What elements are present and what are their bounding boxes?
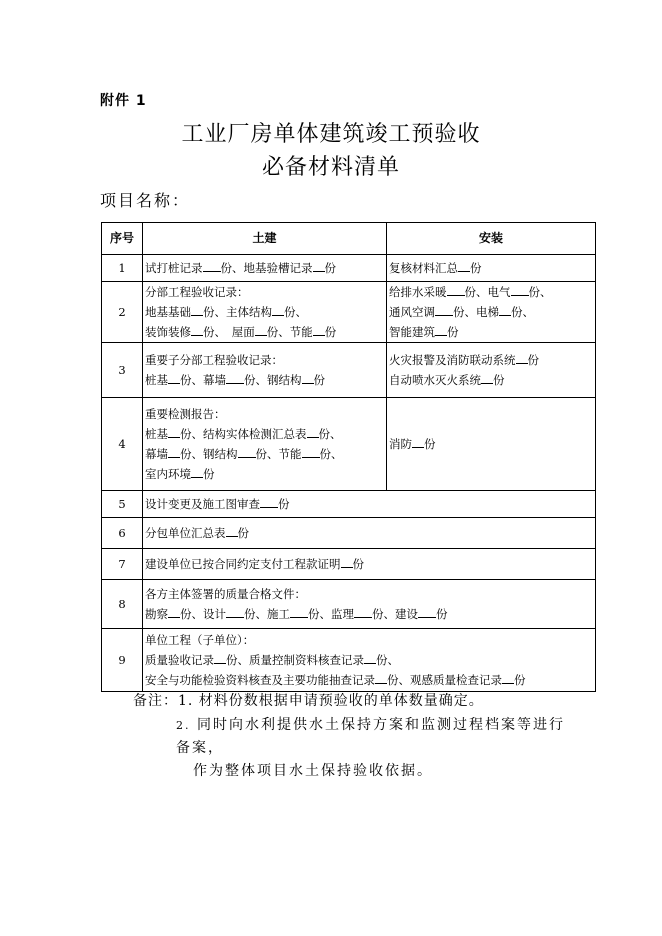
blank-line xyxy=(260,494,278,508)
row-number: 8 xyxy=(102,580,143,629)
table-row xyxy=(102,398,596,491)
cell-text: 份、钢结构 xyxy=(180,446,238,461)
row-number: 9 xyxy=(102,629,143,692)
blank-line xyxy=(412,434,424,448)
cell-text: 勘察 xyxy=(145,606,168,621)
cell-text: 份、 xyxy=(318,426,342,441)
blank-line xyxy=(191,464,203,478)
attachment-label: 附件 1 xyxy=(100,93,147,109)
cell-line xyxy=(389,282,593,302)
cell-line xyxy=(389,434,593,454)
cell-text: 给排水采暖 xyxy=(389,285,447,299)
civil-cell xyxy=(143,255,387,282)
cell-text: 重要子分部工程验收记录： xyxy=(145,352,283,367)
install-cell xyxy=(387,343,596,398)
document-title: 工业厂房单体建筑竣工预验收 xyxy=(181,122,481,147)
cell-line xyxy=(145,405,384,424)
cell-text: 分部工程验收记录： xyxy=(145,284,249,299)
table-row xyxy=(102,629,596,692)
blank-line xyxy=(168,424,180,438)
blank-line xyxy=(375,670,387,684)
blank-line xyxy=(447,282,465,296)
blank-line xyxy=(313,258,325,272)
cell-line xyxy=(145,258,384,278)
full-cell xyxy=(143,491,596,518)
install-cell xyxy=(387,282,596,343)
blank-line xyxy=(502,670,514,684)
cell-text: 份、观感质量检查记录 xyxy=(387,672,502,687)
document-subtitle: 必备材料清单 xyxy=(261,155,400,180)
table-row xyxy=(102,549,596,580)
cell-text: 份、设计 xyxy=(180,606,226,621)
civil-cell xyxy=(143,398,387,491)
cell-text: 幕墙 xyxy=(145,446,168,461)
cell-line xyxy=(145,444,384,464)
cell-line xyxy=(389,350,593,370)
project-name-label: 项目名称： xyxy=(100,191,191,210)
cell-text: 份 xyxy=(313,372,325,387)
blank-line xyxy=(168,444,180,458)
cell-text: 份、 xyxy=(376,652,399,667)
cell-line xyxy=(389,302,593,322)
row-number: 7 xyxy=(102,549,143,580)
cell-text: 质量验收记录 xyxy=(145,652,214,667)
blank-line xyxy=(516,350,528,364)
row-number: 6 xyxy=(102,518,143,549)
blank-line xyxy=(191,302,203,316)
note-1: 备注：1. 材料份数根据申请预验收的单体数量确定。 xyxy=(133,693,484,709)
table-row xyxy=(102,343,596,398)
blank-line xyxy=(226,604,244,618)
blank-line xyxy=(435,302,453,316)
cell-text: 重要检测报告： xyxy=(145,406,226,421)
cell-line xyxy=(145,302,384,322)
table-header-row xyxy=(102,223,596,255)
blank-line xyxy=(290,604,308,618)
note-2-number: 2. xyxy=(176,719,191,732)
cell-line xyxy=(389,370,593,390)
blank-line xyxy=(481,370,493,384)
cell-line xyxy=(145,585,593,604)
note-2-text: 同时向水利提供水土保持方案和监测过程档案等进行备案， xyxy=(176,717,565,756)
cell-text: 份 xyxy=(324,261,336,275)
cell-text: 消防 xyxy=(389,437,412,451)
blank-line xyxy=(168,370,180,384)
cell-text: 份 xyxy=(424,437,436,451)
cell-text: 建设单位已按合同约定支付工程款证明 xyxy=(145,557,341,571)
table-row xyxy=(102,580,596,629)
row-number: 1 xyxy=(102,255,143,282)
cell-text: 分包单位汇总表 xyxy=(145,526,226,540)
blank-line xyxy=(226,523,238,537)
cell-text: 单位工程（子单位）： xyxy=(145,632,255,647)
blank-line xyxy=(226,370,244,384)
blank-line xyxy=(255,322,267,336)
blank-line xyxy=(354,604,372,618)
cell-text: 份、地基验槽记录 xyxy=(220,261,313,275)
cell-line xyxy=(389,258,593,278)
cell-text: 份 xyxy=(237,526,249,540)
cell-text: 设计变更及施工图审查 xyxy=(145,497,260,511)
cell-text: 份 xyxy=(514,672,526,687)
blank-line xyxy=(418,604,436,618)
note-3: 作为整体项目水土保持验收依据。 xyxy=(193,763,433,779)
civil-cell xyxy=(143,343,387,398)
note-2 xyxy=(176,714,566,759)
cell-text: 份、结构实体检测汇总表 xyxy=(180,426,307,441)
blank-line xyxy=(511,282,529,296)
cell-text: 份、节能 xyxy=(255,446,302,461)
cell-line xyxy=(145,604,593,624)
cell-line xyxy=(389,322,593,342)
blank-line xyxy=(364,650,376,664)
cell-text: 份 xyxy=(470,261,482,275)
install-cell xyxy=(387,255,596,282)
cell-text: 试打桩记录 xyxy=(145,261,203,275)
cell-line xyxy=(145,351,384,370)
blank-line xyxy=(307,424,319,438)
cell-text: 份、 xyxy=(319,446,343,461)
cell-text: 份、建设 xyxy=(372,606,418,621)
cell-text: 份 xyxy=(447,325,459,339)
cell-text: 份 xyxy=(203,466,215,481)
cell-text: 自动喷水灭火系统 xyxy=(389,373,481,387)
full-cell xyxy=(143,549,596,580)
blank-line xyxy=(203,258,221,272)
cell-text: 份、电梯 xyxy=(453,305,499,319)
blank-line xyxy=(238,444,256,458)
blank-line xyxy=(272,302,284,316)
cell-line xyxy=(145,631,593,650)
cell-text: 份、监理 xyxy=(308,606,354,621)
cell-text: 份、幕墙 xyxy=(180,372,226,387)
table-row xyxy=(102,255,596,282)
blank-line xyxy=(341,554,353,568)
cell-text: 份 xyxy=(324,324,337,339)
cell-text: 份、主体结构 xyxy=(203,304,272,319)
table-row xyxy=(102,518,596,549)
row-number: 3 xyxy=(102,343,143,398)
row-number: 5 xyxy=(102,491,143,518)
full-cell xyxy=(143,629,596,692)
cell-line xyxy=(145,494,593,514)
cell-text: 安全与功能检验资料核查及主要功能抽查记录 xyxy=(145,672,375,687)
cell-line xyxy=(145,424,384,444)
cell-line xyxy=(145,523,593,543)
row-number: 4 xyxy=(102,398,143,491)
header-civil: 土建 xyxy=(143,223,387,255)
full-cell xyxy=(143,580,596,629)
cell-line xyxy=(145,650,593,670)
blank-line xyxy=(191,322,203,336)
cell-text: 份、钢结构 xyxy=(244,372,302,387)
blank-line xyxy=(302,370,314,384)
cell-text: 各方主体签署的质量合格文件： xyxy=(145,586,306,601)
cell-line xyxy=(145,670,593,690)
blank-line xyxy=(214,650,226,664)
install-cell xyxy=(387,398,596,491)
blank-line xyxy=(168,604,180,618)
table-row xyxy=(102,491,596,518)
cell-text: 份 xyxy=(527,353,539,367)
cell-text: 智能建筑 xyxy=(389,325,435,339)
cell-line xyxy=(145,283,384,302)
table-row xyxy=(102,282,596,343)
cell-text: 地基基础 xyxy=(145,304,191,319)
row-number: 2 xyxy=(102,282,143,343)
cell-text: 份、施工 xyxy=(244,606,290,621)
full-cell xyxy=(143,518,596,549)
materials-table xyxy=(101,222,596,692)
cell-text: 份 xyxy=(278,497,290,511)
cell-text: 份、 屋面 xyxy=(203,324,255,339)
cell-text: 份、 xyxy=(528,285,552,299)
cell-text: 份 xyxy=(436,606,448,621)
cell-line xyxy=(145,370,384,390)
cell-text: 桩基 xyxy=(145,372,168,387)
cell-text: 份 xyxy=(493,373,505,387)
cell-text: 装饰装修 xyxy=(145,324,191,339)
cell-text: 份、 xyxy=(511,305,534,319)
cell-text: 份、节能 xyxy=(266,324,313,339)
cell-text: 份、质量控制资料核查记录 xyxy=(226,652,364,667)
blank-line xyxy=(302,444,320,458)
cell-line xyxy=(145,322,384,342)
cell-line xyxy=(145,464,384,484)
cell-text: 室内环境 xyxy=(145,466,191,481)
civil-cell xyxy=(143,282,387,343)
blank-line xyxy=(313,322,325,336)
blank-line xyxy=(435,322,447,336)
header-install: 安装 xyxy=(387,223,596,255)
cell-text: 份、电气 xyxy=(464,285,511,299)
blank-line xyxy=(499,302,511,316)
blank-line xyxy=(458,258,470,272)
cell-text: 火灾报警及消防联动系统 xyxy=(389,353,516,367)
cell-text: 桩基 xyxy=(145,426,168,441)
cell-line xyxy=(145,554,593,574)
cell-text: 通风空调 xyxy=(389,305,435,319)
header-no: 序号 xyxy=(102,223,143,255)
cell-text: 份 xyxy=(352,557,364,571)
cell-text: 复核材料汇总 xyxy=(389,261,458,275)
cell-text: 份、 xyxy=(284,304,307,319)
